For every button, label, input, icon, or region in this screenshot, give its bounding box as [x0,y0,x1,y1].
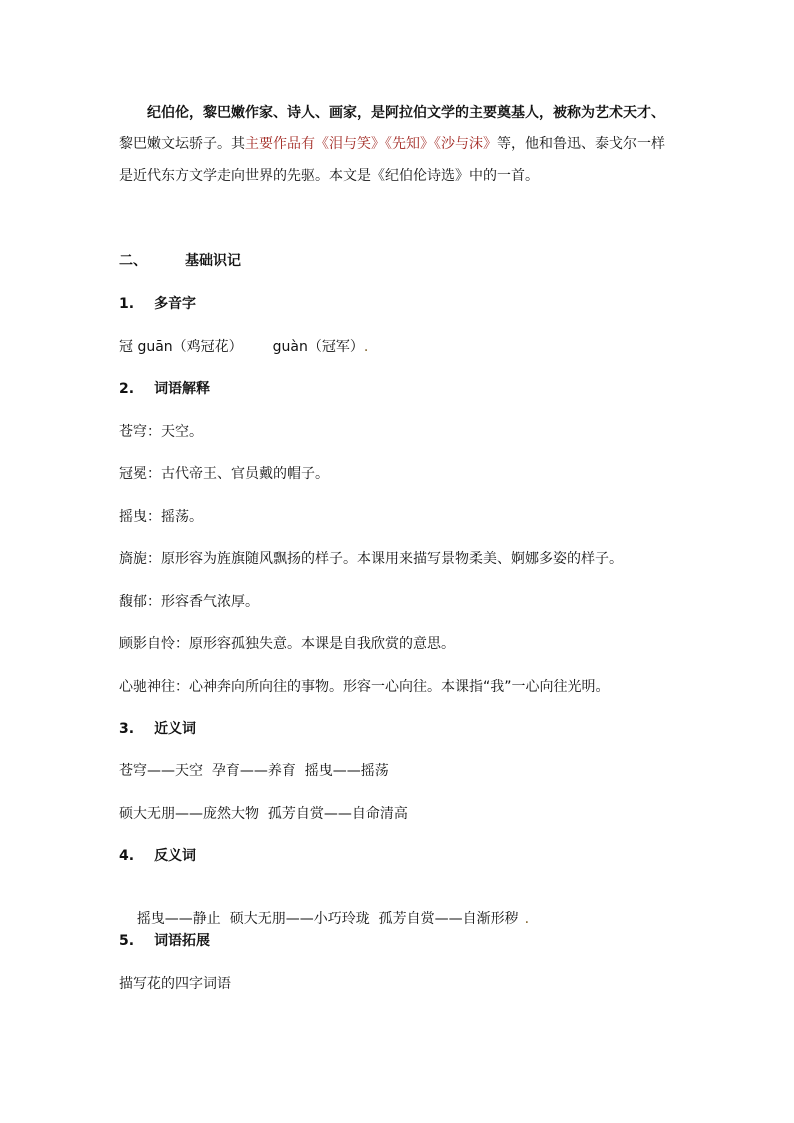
intro-line-2-plain-a: 黎巴嫩文坛骄子。其 [119,136,245,152]
item-number: 2. [119,381,135,397]
item-heading-2 [119,379,210,399]
polyphone-part-2: guàn（冠军） [272,339,364,355]
synonyms-line-1: 苍穹——天空 孕育——养育 摇曳——摇荡 [119,763,389,779]
synonyms-line-2: 硕大无朋——庞然大物 孤芳自赏——自命清高 [119,806,408,822]
intro-line-1 [147,103,665,123]
intro-line-2-plain-b: 等，他和鲁迅、泰戈尔一样 [497,136,665,152]
works-highlight: 主要作品有《泪与笑》《先知》《沙与沫》 [245,136,497,152]
item-heading-1 [119,294,196,314]
definition-5: 馥郁：形容香气浓厚。 [119,594,259,610]
polyphone-mark: . [363,339,369,355]
intro-line-2 [119,134,665,154]
item-heading-4 [119,846,196,866]
definition-7: 心驰神往：心神奔向所向往的事物。形容一心向往。本课指“我”一心向往光明。 [119,679,610,695]
item-number: 4. [119,848,135,864]
intro-line-3 [119,166,539,186]
item-number: 5. [119,933,135,949]
section-title: 基础识记 [185,253,241,269]
definition-3: 摇曳：摇荡。 [119,509,203,525]
item-title: 反义词 [154,848,197,864]
item-title: 词语拓展 [154,933,211,949]
antonyms-text: 摇曳——静止 硕大无朋——小巧玲珑 孤芳自赏——自渐形秽 [136,911,519,927]
item-heading-5 [119,931,210,951]
antonyms-mark: . [524,911,530,927]
definition-2: 冠冕：古代帝王、官员戴的帽子。 [119,466,329,482]
polyphone-part-1: 冠 guān（鸡冠花） [119,339,243,355]
item-number: 1. [119,296,135,312]
definition-6: 顾影自怜：原形容孤独失意。本课是自我欣赏的意思。 [119,636,455,652]
intro-line-1-bold-a: 纪伯伦，黎巴嫩作家、诗人、画家，是阿拉伯文学的主要奠基人， [147,105,553,121]
intro-line-3-text: 是近代东方文学走向世界的先驱。本文是《纪伯伦诗选》中的一首。 [119,168,539,184]
item-title: 词语解释 [154,381,211,397]
section-number: 二、 [119,253,147,269]
expansion-line: 描写花的四字词语 [119,976,231,992]
item-title: 多音字 [154,296,197,312]
intro-line-1-bold-b: 被称为艺术天才、 [553,105,665,121]
polyphone-line [119,337,368,357]
item-title: 近义词 [154,721,197,737]
item-heading-3 [119,719,196,739]
section-heading [119,251,241,271]
item-number: 3. [119,721,135,737]
definition-4: 旖旎：原形容为旌旗随风飘扬的样子。本课用来描写景物柔美、婀娜多姿的样子。 [119,551,623,567]
definition-1: 苍穹：天空。 [119,424,203,440]
